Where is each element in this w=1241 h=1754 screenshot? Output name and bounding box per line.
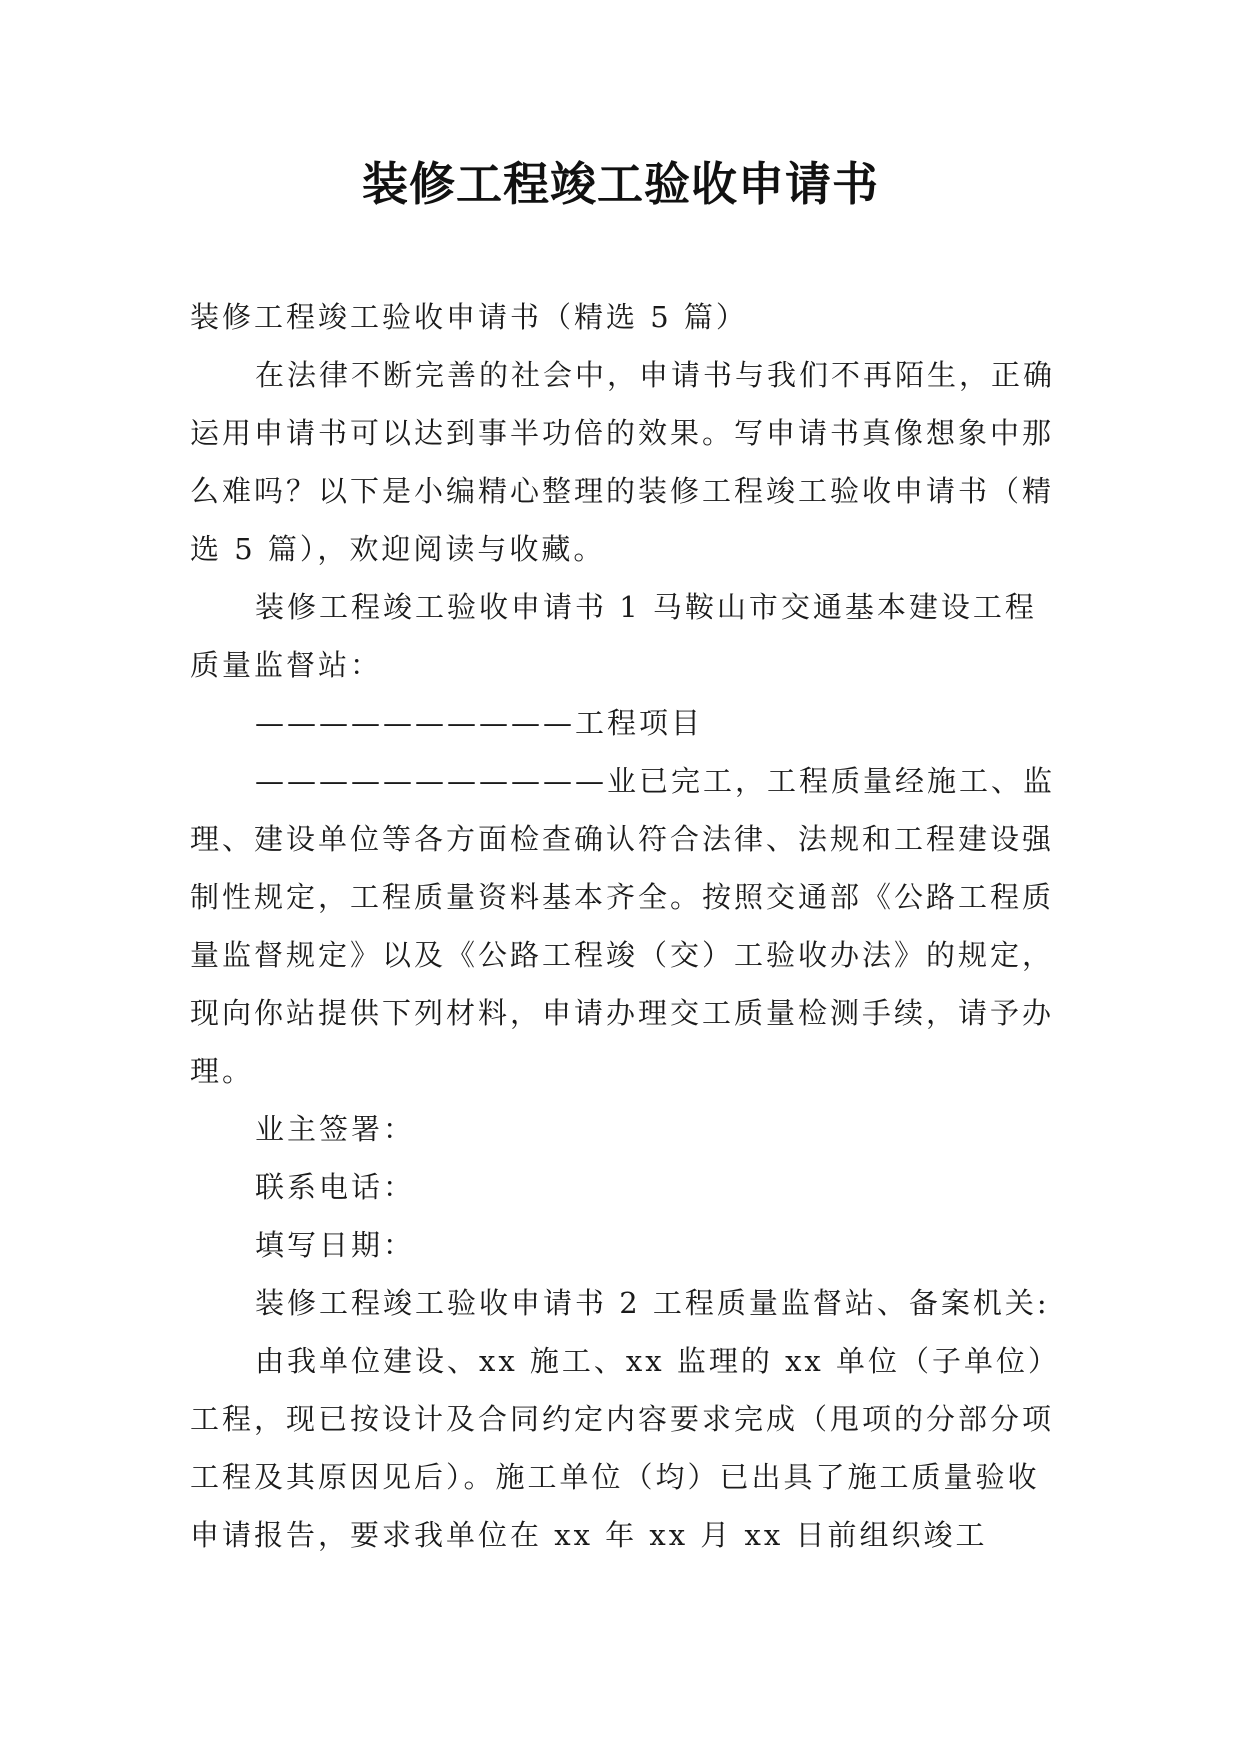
paragraph: 填写日期：	[255, 1228, 416, 1262]
paragraph: ——————————工程项目	[255, 706, 704, 740]
paragraph: 业主签署：	[255, 1112, 416, 1146]
paragraph: 在法律不断完善的社会中，申请书与我们不再陌生，正确运用申请书可以达到事半功倍的效果。写申请书真像想象中那么难吗？以下是小编精心整理的装修工程竣工验收申请书（精选 5 篇），欢迎阅读与收藏。	[190, 358, 1056, 566]
paragraph: ———————————业已完工，工程质量经施工、监理、建设单位等各方面检查确认符合法律、法规和工程建设强制性规定，工程质量资料基本齐全。按照交通部《公路工程质量监督规定》以及《公路工程竣（交）工验收办法》的规定，现向你站提供下列材料，申请办理交工质量检测手续，请予办理。	[190, 764, 1056, 1088]
paragraph: 装修工程竣工验收申请书 1 马鞍山市交通基本建设工程质量监督站：	[190, 590, 1037, 682]
paragraph: 联系电话：	[255, 1170, 416, 1204]
paragraph: 装修工程竣工验收申请书 2 工程质量监督站、备案机关:	[255, 1286, 1050, 1320]
paragraph: 装修工程竣工验收申请书（精选 5 篇）	[190, 300, 748, 334]
document-body	[190, 288, 1060, 1564]
document-title: 装修工程竣工验收申请书	[362, 157, 879, 211]
paragraph: 由我单位建设、xx 施工、xx 监理的 xx 单位（子单位）工程，现已按设计及合同约定内容要求完成（甩项的分部分项工程及其原因见后）。施工单位（均）已出具了施工质量验收申请报告，要求我单位在 xx 年 xx 月 xx 日前组织竣工	[190, 1344, 1061, 1552]
